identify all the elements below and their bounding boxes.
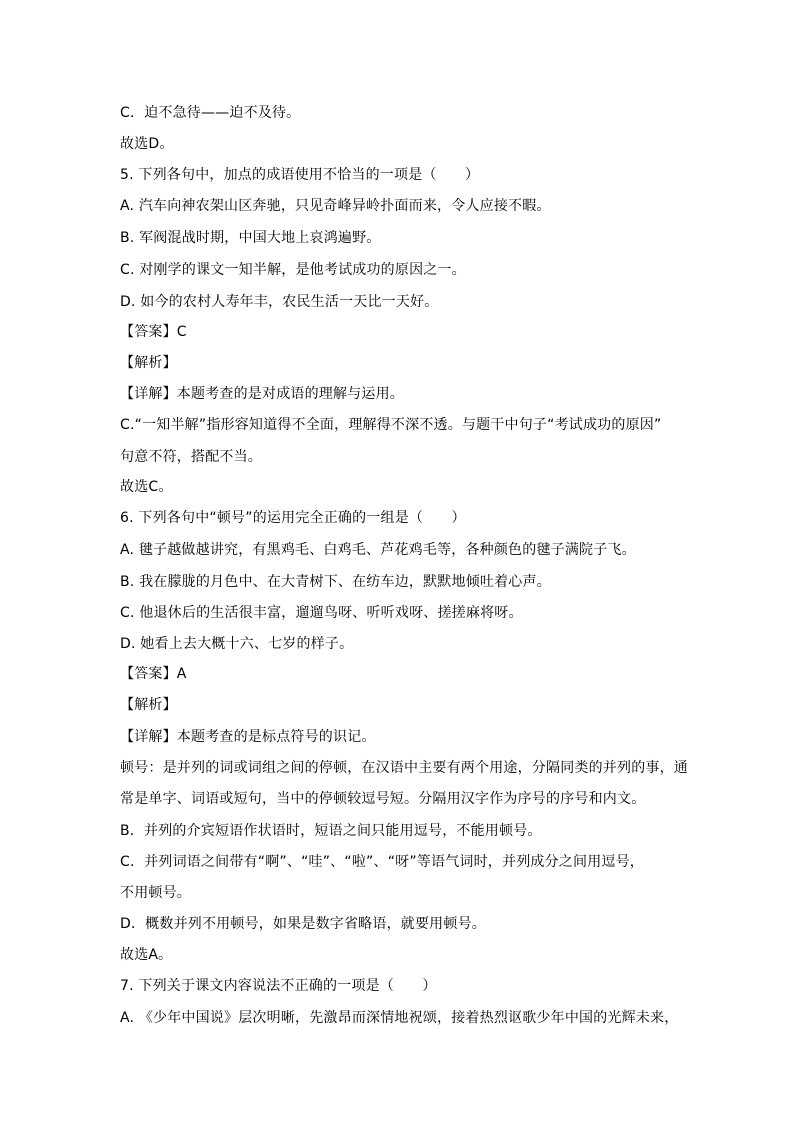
detail-text: D．概数并列不用顿号，如果是数字省略语，就要用顿号。 — [120, 916, 486, 932]
option-c: C. 对刚学的课文一知半解，是他考试成功的原因之一。 — [120, 262, 466, 278]
detail-text: B．并列的介宾短语作状语时，短语之间只能用逗号，不能用顿号。 — [120, 823, 542, 839]
text-line: 故选D。 — [120, 136, 174, 152]
option-b: B. 我在朦胧的月色中、在大青树下、在纺车边，默默地倾吐着心声。 — [120, 574, 551, 590]
text-line: 故选C。 — [120, 479, 173, 495]
detail-text: 常是单字、词语或短句，当中的停顿较逗号短。分隔用汉字作为序号的序号和内文。 — [120, 791, 646, 807]
option-a: A. 汽车向神农架山区奔驰，只见奇峰异岭扑面而来，令人应接不暇。 — [120, 198, 551, 214]
question-stem: 5. 下列各句中，加点的成语使用不恰当的一项是（ ） — [120, 167, 480, 183]
detail-text: 顿号：是并列的词或词组之间的停顿，在汉语中主要有两个用途，分隔同类的并列的事，通 — [120, 760, 688, 776]
detail-text: 【详解】本题考查的是标点符号的识记。 — [120, 729, 376, 745]
answer-label: 【答案】A — [120, 666, 187, 682]
text-line: 故选A。 — [120, 947, 173, 963]
answer-label: 【答案】C — [120, 324, 187, 340]
detail-text: 句意不符，搭配不当。 — [120, 449, 262, 465]
detail-text: C.“一知半解”指形容知道得不全面，理解得不深不透。与题干中句子“考试成功的原因” — [120, 417, 662, 433]
question-stem: 6. 下列各句中“顿号”的运用完全正确的一组是（ ） — [120, 510, 466, 526]
analysis-label: 【解析】 — [120, 697, 177, 713]
analysis-label: 【解析】 — [120, 355, 177, 371]
option-b: B. 军阀混战时期，中国大地上哀鸿遍野。 — [120, 230, 381, 246]
option-c: C. 他退休后的生活很丰富，遛遛鸟呀、听听戏呀、搓搓麻将呀。 — [120, 605, 523, 621]
option-a: A. 毽子越做越讲究，有黑鸡毛、白鸡毛、芦花鸡毛等，各种颜色的毽子满院子飞。 — [120, 542, 636, 558]
question-stem: 7. 下列关于课文内容说法不正确的一项是（ ） — [120, 978, 437, 994]
option-a: A. 《少年中国说》层次明晰，先激昂而深情地祝颂，接着热烈讴歌少年中国的光辉未来， — [120, 1010, 679, 1026]
text-line: C．迫不急待——迫不及待。 — [120, 105, 301, 121]
detail-text: C．并列词语之间带有“啊”、“哇”、“啦”、“呀”等语气词时，并列成分之间用逗号， — [120, 854, 644, 870]
detail-text: 不用顿号。 — [120, 885, 191, 901]
detail-text: 【详解】本题考查的是对成语的理解与运用。 — [120, 386, 404, 402]
option-d: D. 如今的农村人寿年丰，农民生活一天比一天好。 — [120, 294, 439, 310]
option-d: D. 她看上去大概十六、七岁的样子。 — [120, 636, 354, 652]
